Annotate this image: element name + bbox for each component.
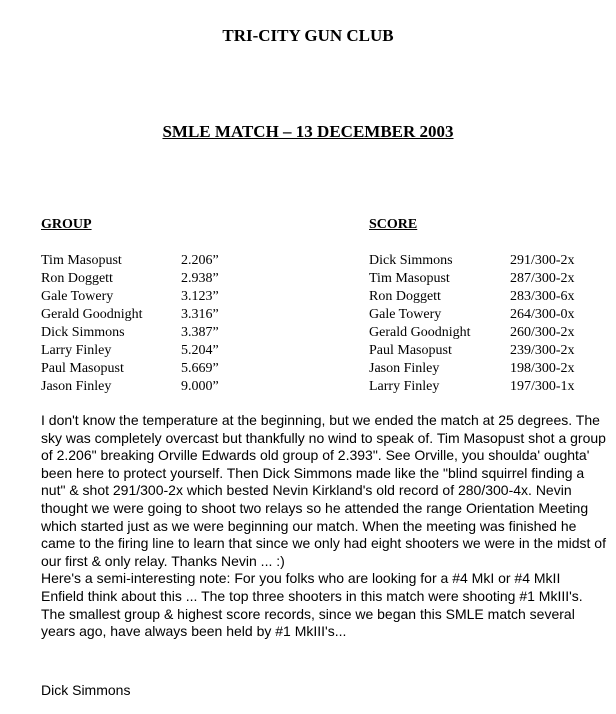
score-results xyxy=(369,216,575,396)
score-value: 197/300-1x xyxy=(510,379,575,394)
score-row xyxy=(369,342,575,360)
shooter-name: Jason Finley xyxy=(41,379,112,394)
group-header: GROUP xyxy=(41,217,92,232)
group-size: 5.669” xyxy=(181,361,219,376)
group-row xyxy=(41,288,219,306)
club-title: TRI-CITY GUN CLUB xyxy=(222,26,394,45)
shooter-name: Dick Simmons xyxy=(369,253,453,268)
shooter-name: Paul Masopust xyxy=(41,361,124,376)
score-row xyxy=(369,306,575,324)
group-size: 2.938” xyxy=(181,271,219,286)
group-size: 3.387” xyxy=(181,325,219,340)
group-size: 3.123” xyxy=(181,289,219,304)
report-paragraph: I don't know the temperature at the beginning, but we ended the match at 25 degrees. The sky was completely overcast but thankfully no wind to speak of. Tim Masopust shot a group of 2.206" breaking Orville Edwards old group of 2.393". See Orville, you shoulda' oughta' been here to protect yourself. Then Dick Simmons made like the "blind squirrel finding a nut" & shot 291/300-2x which bested Nevin Kirkland's old record of 280/300-4x. Nevin thought we were going to shoot two relays so he attended the range Orientation Meeting which started just as we were beginning our match. When the meeting was finished he came to the firing line to learn that since we only had eight shooters we were in the midst of our first & only relay. Thanks Nevin ... :) xyxy=(41,412,606,569)
group-results xyxy=(41,216,219,396)
score-value: 287/300-2x xyxy=(510,271,575,286)
score-row xyxy=(369,288,575,306)
shooter-name: Jason Finley xyxy=(369,361,440,376)
shooter-name: Gale Towery xyxy=(369,307,442,322)
group-row xyxy=(41,306,219,324)
group-size: 3.316” xyxy=(181,307,219,322)
group-row xyxy=(41,360,219,378)
score-row xyxy=(369,252,575,270)
report-paragraph: Here's a semi-interesting note: For you folks who are looking for a #4 MkI or #4 MkII Enfield think about this ... The top three shooters in this match were shooting #1 MkIII's. The smallest group & highest score records, since we began this SMLE match several years ago, have always been held by #1 MkIII's... xyxy=(41,570,583,640)
match-title: SMLE MATCH – 13 DECEMBER 2003 xyxy=(162,122,454,141)
shooter-name: Gerald Goodnight xyxy=(41,307,143,322)
group-size: 2.206” xyxy=(181,253,219,268)
group-row xyxy=(41,270,219,288)
shooter-name: Gerald Goodnight xyxy=(369,325,471,340)
score-value: 283/300-6x xyxy=(510,289,575,304)
shooter-name: Larry Finley xyxy=(369,379,440,394)
shooter-name: Ron Doggett xyxy=(41,271,113,286)
group-row xyxy=(41,342,219,360)
group-row xyxy=(41,252,219,270)
shooter-name: Tim Masopust xyxy=(41,253,122,268)
score-value: 291/300-2x xyxy=(510,253,575,268)
score-row xyxy=(369,270,575,288)
score-row xyxy=(369,360,575,378)
score-value: 239/300-2x xyxy=(510,343,575,358)
shooter-name: Tim Masopust xyxy=(369,271,450,286)
score-header: SCORE xyxy=(369,217,418,232)
group-size: 5.204” xyxy=(181,343,219,358)
match-report xyxy=(41,412,607,641)
score-value: 260/300-2x xyxy=(510,325,575,340)
shooter-name: Paul Masopust xyxy=(369,343,452,358)
shooter-name: Dick Simmons xyxy=(41,325,125,340)
group-size: 9.000” xyxy=(181,379,219,394)
score-value: 198/300-2x xyxy=(510,361,575,376)
score-row xyxy=(369,378,575,396)
group-row xyxy=(41,324,219,342)
shooter-name: Larry Finley xyxy=(41,343,112,358)
shooter-name: Ron Doggett xyxy=(369,289,441,304)
score-row xyxy=(369,324,575,342)
shooter-name: Gale Towery xyxy=(41,289,114,304)
signature: Dick Simmons xyxy=(41,682,131,698)
score-value: 264/300-0x xyxy=(510,307,575,322)
group-row xyxy=(41,378,219,396)
